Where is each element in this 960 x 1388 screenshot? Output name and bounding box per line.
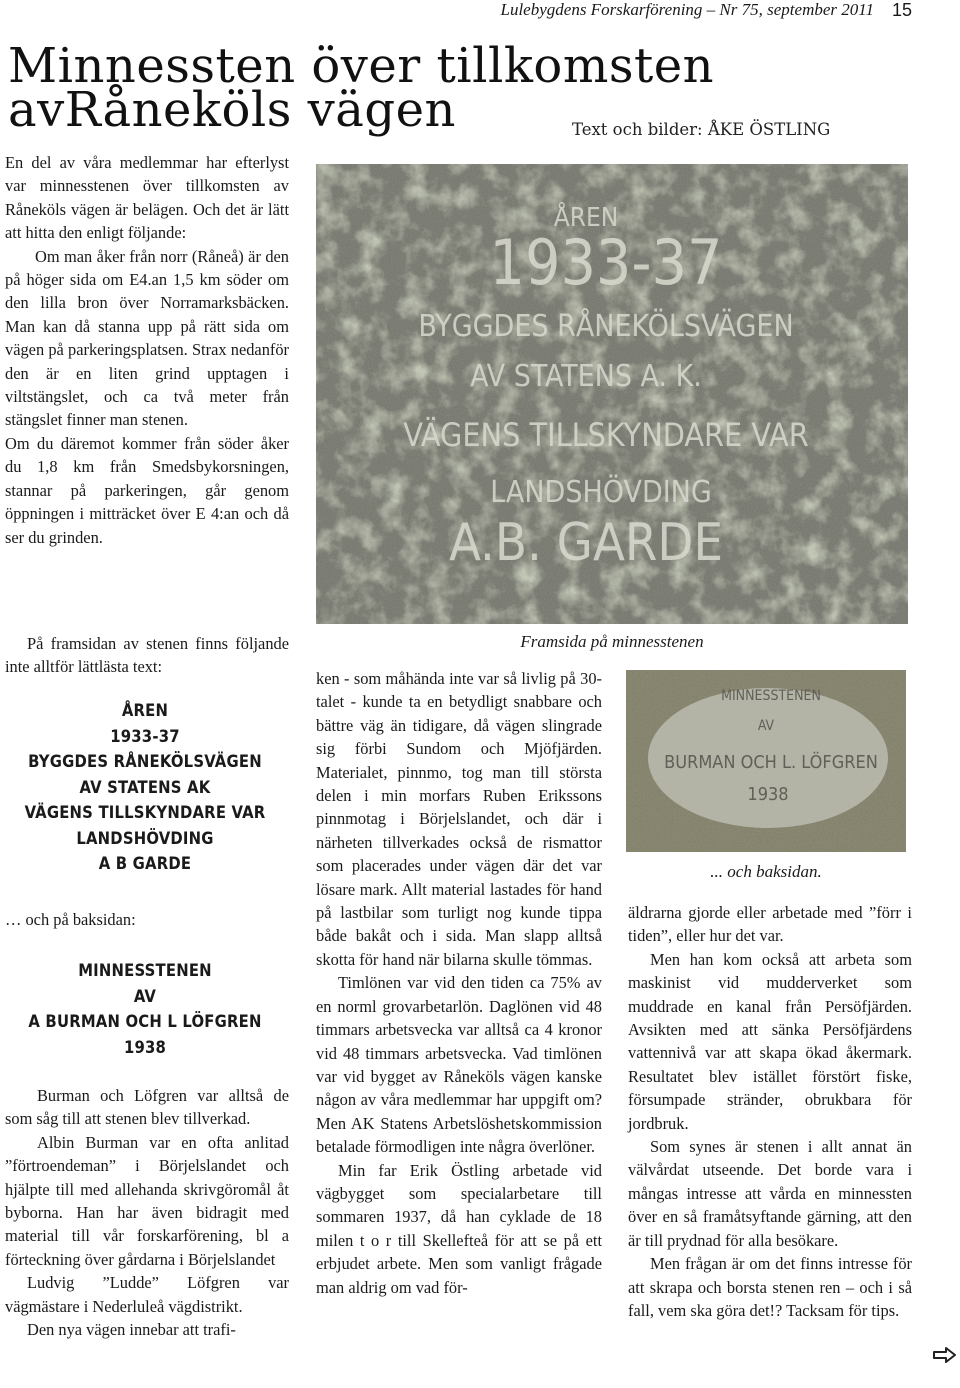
engraved-line: 1933-37 xyxy=(489,226,723,299)
paragraph: äldrarna gjorde eller arbetade med ”förr i tiden”, eller hur det var. xyxy=(628,903,912,946)
stone-back-photo xyxy=(626,670,906,852)
paragraph: En del av våra medlemmar har efterlyst var minnesstenen över tillkomsten av Råneköls vägen är belägen. Och det är lätt att hitta den enligt följande: xyxy=(5,153,289,243)
engraved-line: 1938 xyxy=(747,784,789,805)
back-inscription xyxy=(0,958,290,1060)
engraved-line: MINNESSTENEN xyxy=(721,688,821,704)
inscription-line: LANDSHÖVDING xyxy=(76,828,214,848)
paragraph: Men han kom också att arbeta som maskinist vid mudderverket som muddrade en kanal från Persöfjärden. Avsikten med att sänka Persöfjärdens vattennivå var att skapa ökad åkermark. Resultatet blev istället förstört fiske, försumpade stränder, obrukbara för jordbruk. xyxy=(628,949,912,1133)
engraved-line: ÅREN xyxy=(553,203,619,233)
engraved-line: LANDSHÖVDING xyxy=(490,475,712,510)
paragraph: Min far Erik Östling arbetade vid vägbygget som specialarbetare till sommaren 1937, då han cyklade de 18 milen t o r till Skellefteå för att se på ett erbjudet arbete. Men som vanligt frågade man aldrig om vad för- xyxy=(316,1160,602,1297)
paragraph: Albin Burman var en ofta anlitad ”förtroendeman” i Börjelslandet och hjälpte till med allehanda skrivgöromål åt byborna. Han har även bidragit med material till vår forskarförening, bl a förteckning över gårdarna i Börjelslandet xyxy=(5,1132,289,1269)
column-3 xyxy=(628,901,912,1322)
main-photo-caption: Framsida på minnesstenen xyxy=(520,632,704,651)
column-1-top xyxy=(5,151,289,549)
publication-name: Lulebygdens Forskarförening – Nr 75, september 2011 xyxy=(500,0,874,19)
stone-back-texture xyxy=(626,670,906,852)
page-number: 15 xyxy=(891,0,912,20)
small-photo-caption: ... och baksidan. xyxy=(710,862,822,881)
front-inscription xyxy=(0,698,290,877)
paragraph: Den nya vägen innebar att trafi- xyxy=(27,1320,236,1340)
inscription-line: A B GARDE xyxy=(98,854,192,873)
paragraph: Ludvig ”Ludde” Löfgren var vägmästare i Nederluleå vägdistrikt. xyxy=(5,1273,289,1316)
engraved-line: BURMAN OCH L. LÖFGREN xyxy=(664,752,878,773)
inscription-line: ÅREN xyxy=(121,701,169,720)
inscription-line: VÄGENS TILLSKYNDARE VAR xyxy=(24,803,266,822)
title-line-1: Minnessten över tillkomsten xyxy=(8,38,715,94)
paragraph: ken - som måhända inte var så livlig på 30-talet - kunde ta en betydligt snabbare och bättre väg än tidigare, då vägen slingrade sig förbi Sundom och Mjöfjärden. Materialet, pinnmo, tog man till största delen i min morfars Ruben Erikssons pinnmotag i Börjelslandet, och där i närheten tillverkades också de rismattor som placerades under vägen där det var lösare mark. Allt material lastades för hand på lastbilar som turligt nog kunde tippa både bakåt och i sida. Man slapp alltså skotta för hand när bilarna skulle tömmas. xyxy=(316,669,602,969)
title-line-2: avRåneköls vägen xyxy=(8,82,456,138)
engraved-line: AV STATENS A. K. xyxy=(470,359,702,394)
engraved-line: AV xyxy=(757,718,775,734)
column-2 xyxy=(316,667,602,1299)
inscription-line: AV xyxy=(133,986,157,1006)
paragraph: Om du däremot kommer från söder åker du 1,8 km från Smedsbykorsningen, stannar på parkeringen, går genom öppningen i mitträcket över E 4:an och då ser du grinden. xyxy=(5,433,289,547)
stone-texture xyxy=(316,164,908,624)
engraved-line: VÄGENS TILLSKYNDARE VAR xyxy=(403,416,809,454)
engraved-line: BYGGDES RÅNEKÖLSVÄGEN xyxy=(418,309,794,344)
byline: Text och bilder: ÅKE ÖSTLING xyxy=(572,120,831,139)
running-header xyxy=(0,0,912,24)
paragraph: Om man åker från norr (Råneå) är den på höger sida om E4.an 1,5 km söder om den lilla bron över Norramarksbäcken. Man kan då stanna upp på rätt sida om vägen på parkeringsplatsen. Strax nedanför den är en liten grind upptagen i viltstängslet, och ca två meter från stängslet finner man stenen. xyxy=(5,246,289,430)
paragraph: Men frågan är om det finns intresse för att skrapa och borsta stenen ren – och i så fall, vem ska göra det!? Tacksam för tips. xyxy=(628,1254,912,1320)
stone-front-photo xyxy=(316,164,908,624)
back-intro: … och på baksidan: xyxy=(5,910,136,929)
paragraph: Som synes är stenen i allt annat än välvårdat utseende. Det borde vara i mångas intresse att vårda en minnessten över en så framåtsyftande gärning, att den är till prydnad för alla besökare. xyxy=(628,1137,912,1250)
inscription-line: MINNESSTENEN xyxy=(78,961,212,980)
paragraph: Timlönen var vid den tiden ca 75% av en norml grovarbetarlön. Daglönen vid 48 timmars arbetsvecka var alltså ca 4 kronor vid 48 timmars arbetsvecka. Vad timlönen var vid bygget av Råneköls vägen kanske någon av våra medlemmar har uppgift om? Men AK Statens Arbetslöshetskommission betalade förmodligen inte några överlöner. xyxy=(316,973,602,1157)
article-title xyxy=(8,38,908,138)
inscription-line: BYGGDES RÅNEKÖLSVÄGEN xyxy=(28,752,262,771)
column-1-bottom xyxy=(5,1084,289,1341)
column-1-intro xyxy=(5,632,289,679)
inscription-line: 1938 xyxy=(123,1037,167,1057)
arrow-right-icon xyxy=(932,1345,958,1365)
inscription-line: 1933-37 xyxy=(110,726,180,746)
paragraph: På framsidan av stenen finns följande inte alltför lättlästa text: xyxy=(5,634,289,677)
inscription-line: AV STATENS AK xyxy=(79,777,211,797)
engraved-line: A.B. GARDE xyxy=(448,513,724,573)
inscription-line: A BURMAN OCH L LÖFGREN xyxy=(28,1012,262,1031)
paragraph: Burman och Löfgren var alltså de som såg till att stenen blev tillverkad. xyxy=(5,1086,289,1129)
